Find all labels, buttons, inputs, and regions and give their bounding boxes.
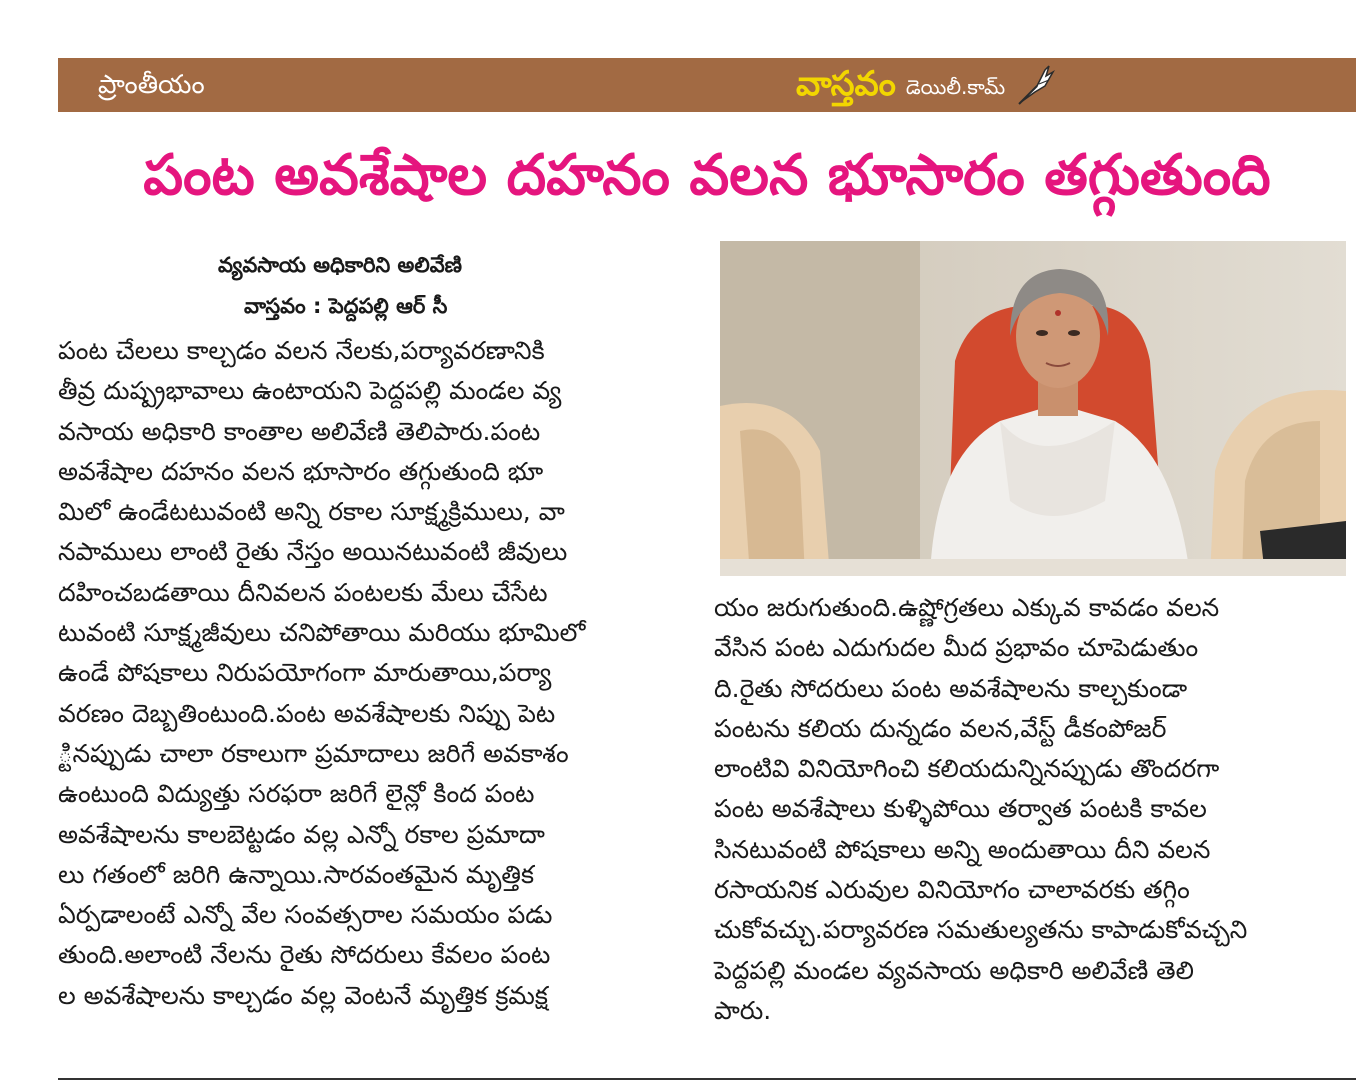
brand-domain: డెయిలీ.కామ్ bbox=[905, 75, 1006, 99]
right-column-line: యం జరుగుతుంది.ఉష్ణోగ్రతలు ఎక్కువ కావడం వలన bbox=[714, 593, 1220, 622]
left-column-line: టువంటి సూక్ష్మజీవులు చనిపోతాయి మరియు భూమిలో bbox=[58, 618, 586, 648]
right-column-line: రసాయనిక ఎరువుల వినియోగం చాలావరకు తగ్గిం bbox=[714, 875, 1190, 905]
officer-portrait-image bbox=[720, 241, 1346, 576]
right-column-line: పారు. bbox=[714, 995, 772, 1025]
left-column-line: తీవ్ర దుష్ప్రభావాలు ఉంటాయని పెద్దపల్లి మండల వ్య bbox=[58, 376, 562, 406]
left-column-line: ఏర్పడాలంటే ఎన్నో వేల సంవత్సరాల సమయం పడు bbox=[58, 900, 553, 930]
left-column-line: ఉండే పోషకాలు నిరుపయోగంగా మారుతాయి,పర్యా bbox=[58, 658, 552, 688]
left-column-line: దహించబడతాయి దీనివలన పంటలకు మేలు చేసేట bbox=[58, 577, 548, 607]
left-column-line: మిలో ఉండేటటువంటి అన్ని రకాల సూక్ష్మక్రిములు, వా bbox=[58, 497, 565, 527]
left-column-line: పంట చేలలు కాల్చడం వలన నేలకు,పర్యావరణానికి bbox=[58, 336, 545, 365]
left-column-line: ల అవశేషాలను కాల్చడం వల్ల వెంటనే మృత్తిక క్రమక్ష bbox=[58, 980, 548, 1010]
right-column-line: వేసిన పంట ఎదుగుదల మీద ప్రభావం చూపెడుతుం bbox=[714, 633, 1199, 663]
brand-logo[interactable] bbox=[796, 62, 1059, 106]
bottom-rule bbox=[58, 1078, 1356, 1080]
byline-author: వ్యవసాయ అధికారిని అలివేణి bbox=[218, 253, 463, 277]
article-photo bbox=[720, 241, 1346, 576]
right-column-line: పెద్దపల్లి మండల వ్యవసాయ అధికారి అలివేణి తెలి bbox=[714, 955, 1194, 985]
left-column-line: అవశేషాల దహనం వలన భూసారం తగ్గుతుంది భూ bbox=[58, 456, 544, 486]
left-column-line: నపాములు లాంటి రైతు నేస్తం అయినటువంటి జీవులు bbox=[58, 537, 568, 567]
section-banner bbox=[58, 58, 1356, 112]
article-column-left bbox=[58, 331, 688, 1016]
section-label: ప్రాంతీయం bbox=[98, 70, 205, 100]
left-column-line: ఉంటుంది విద్యుత్తు సరఫరా జరిగే లైన్లో కింద పంట bbox=[58, 779, 535, 809]
right-column-line: పంటను కలియ దున్నడం వలన,వేస్ట్ డీకంపోజర్ bbox=[714, 713, 1167, 743]
left-column-line: లు గతంలో జరిగి ఉన్నాయి.సారవంతమైన మృత్తిక bbox=[58, 859, 535, 889]
right-column-line: లాంటివి వినియోగించి కలియదున్నినప్పుడు తొందరగా bbox=[714, 754, 1220, 784]
brand-name: వాస్తవం bbox=[796, 64, 896, 104]
left-column-line: తుంది.అలాంటి నేలను రైతు సోదరులు కేవలం పంట bbox=[58, 940, 551, 970]
article-headline: పంట అవశేషాల దహనం వలన భూసారం తగ్గుతుంది bbox=[143, 143, 1271, 208]
left-column-line: వరణం దెబ్బతింటుంది.పంట అవశేషాలకు నిప్పు పెట bbox=[58, 698, 556, 728]
left-column-line: వసాయ అధికారి కాంతాల అలివేణి తెలిపారు.పంట bbox=[58, 416, 541, 446]
left-column-line: అవశేషాలను కాలబెట్టడం వల్ల ఎన్నో రకాల ప్రమాదా bbox=[58, 819, 545, 849]
byline-dateline: వాస్తవం : పెద్దపల్లి ఆర్ సీ bbox=[244, 294, 448, 318]
bird-quill-icon bbox=[1015, 62, 1059, 106]
right-column-line: పంట అవశేషాలు కుళ్ళిపోయి తర్వాత పంటకి కావల bbox=[714, 794, 1207, 824]
right-column-line: సినటువంటి పోషకాలు అన్ని అందుతాయి దీని వలన bbox=[714, 834, 1211, 864]
left-column-line: ్టినప్పుడు చాలా రకాలుగా ప్రమాదాలు జరిగే అవకాశం bbox=[58, 738, 569, 768]
right-column-line: ది.రైతు సోదరులు పంట అవశేషాలను కాల్చకుండా bbox=[714, 673, 1188, 703]
right-column-line: చుకోవచ్చు.పర్యావరణ సమతుల్యతను కాపాడుకోవచ్చని bbox=[714, 915, 1248, 945]
article-column-right bbox=[714, 588, 1354, 1031]
